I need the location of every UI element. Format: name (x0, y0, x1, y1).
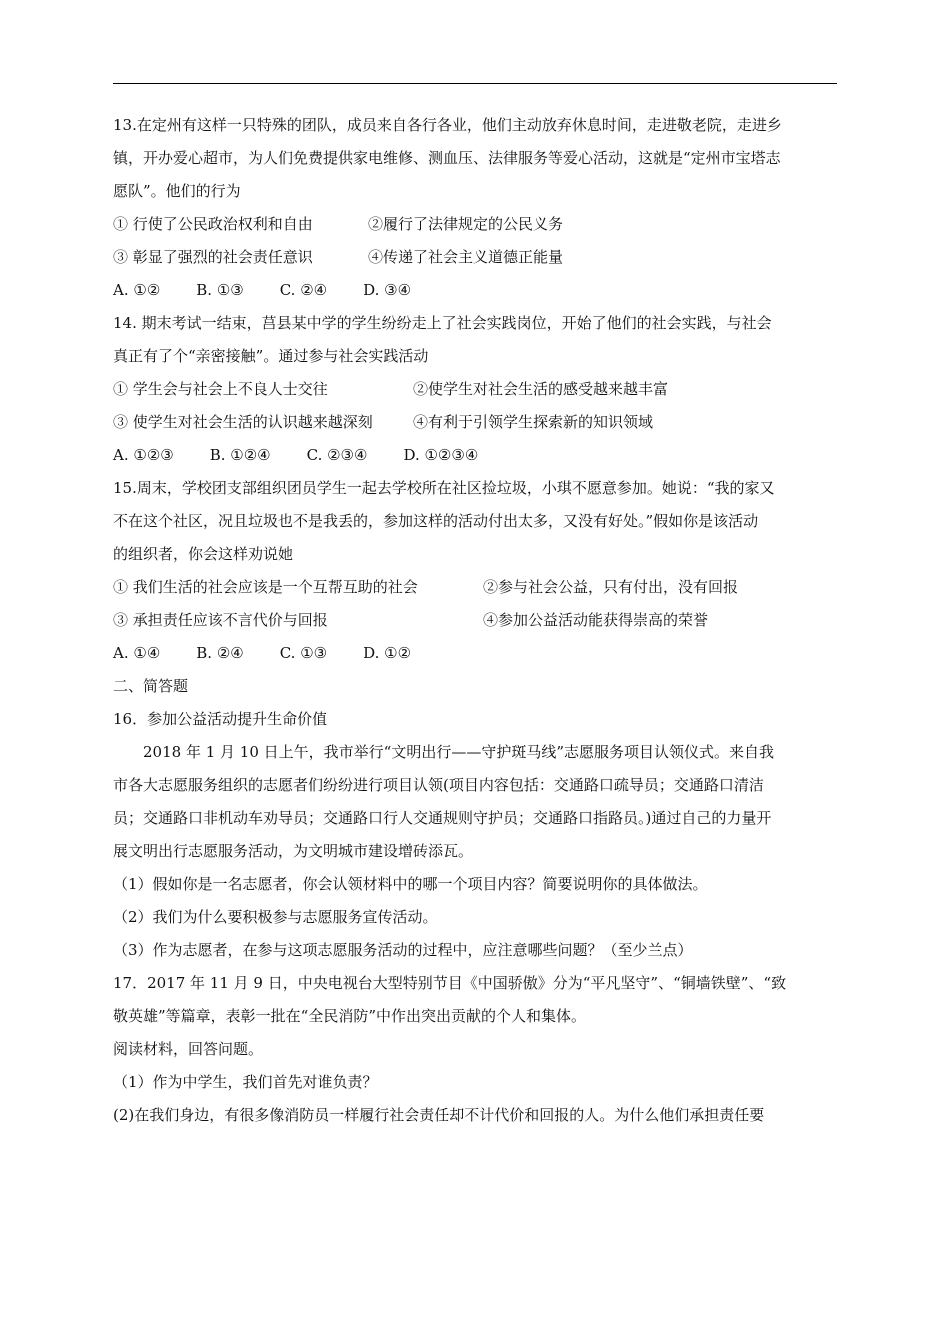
q15-stem-line-3: 的组织者，你会这样劝说她 (113, 545, 294, 563)
q14-stem-line-1: 14. 期末考试一结束，莒县某中学的学生纷纷走上了社会实践岗位，开始了他们的社会实践，与社会 (113, 314, 772, 332)
q16-sub-question-1: （1）假如你是一名志愿者，你会认领材料中的哪一个项目内容？简要说明你的具体做法。 (113, 875, 708, 893)
q13-stem-line-1: 13.在定州有这样一只特殊的团队，成员来自各行各业，他们主动放弃休息时间，走进敬老院，走进乡 (113, 116, 782, 134)
q13-option-2: ②履行了法律规定的公民义务 (368, 215, 564, 233)
q15-choice-d: D. ①② (363, 644, 412, 662)
q14-choice-a: A. ①②③ (113, 446, 174, 464)
q14-options-row-2 (113, 413, 841, 446)
q13-choices (113, 281, 841, 314)
q15-option-3: ③ 承担责任应该不言代价与回报 (113, 611, 328, 629)
question-13 (113, 116, 841, 314)
q13-choice-d: D. ③④ (363, 281, 412, 299)
q15-choice-a: A. ①④ (113, 644, 161, 662)
q14-options-row-1 (113, 380, 841, 413)
q15-option-4: ④参加公益活动能获得崇高的荣誉 (483, 611, 709, 629)
q14-choice-c: C. ②③④ (306, 446, 368, 464)
question-16 (113, 710, 841, 974)
q14-option-1: ① 学生会与社会上不良人士交往 (113, 380, 328, 398)
q17-sub-question-2: (2)在我们身边，有很多像消防员一样履行社会责任却不计代价和回报的人。为什么他们承担责任要 (113, 1106, 765, 1124)
q14-choices (113, 446, 841, 479)
q14-stem-line-2: 真正有了个“亲密接触”。通过参与社会实践活动 (113, 347, 429, 365)
q14-choice-b: B. ①②④ (209, 446, 271, 464)
q15-options-row-2 (113, 611, 841, 644)
q13-option-3: ③ 彰显了强烈的社会责任意识 (113, 248, 313, 266)
q13-option-1: ① 行使了公民政治权利和自由 (113, 215, 313, 233)
q13-stem-line-3: 愿队”。他们的行为 (113, 182, 241, 200)
q14-choice-d: D. ①②③④ (403, 446, 479, 464)
q15-stem-line-1: 15.周末，学校团支部组织团员学生一起去学校所在社区捡垃圾，小琪不愿意参加。她说：“我的家又 (113, 479, 775, 497)
document-body (113, 116, 841, 1139)
q16-material-line-1: 2018 年 1 月 10 日上午，我市举行“文明出行——守护斑马线”志愿服务项目认领仪式。来自我 (143, 743, 774, 761)
q15-choice-b: B. ②④ (196, 644, 244, 662)
q13-choice-c: C. ②④ (279, 281, 328, 299)
q17-read-instruction: 阅读材料，回答问题。 (113, 1040, 264, 1058)
q16-title: 16．参加公益活动提升生命价值 (113, 710, 328, 728)
q13-options-row-2 (113, 248, 841, 281)
q15-stem-line-2: 不在这个社区，况且垃圾也不是我丢的，参加这样的活动付出太多，又没有好处。”假如你是该活动 (113, 512, 759, 530)
q14-option-3: ③ 使学生对社会生活的认识越来越深刻 (113, 413, 373, 431)
q15-choices (113, 644, 841, 677)
q15-options-row-1 (113, 578, 841, 611)
q16-material-line-4: 展文明出行志愿服务活动，为文明城市建设增砖添瓦。 (113, 842, 474, 860)
q17-stem-line-1: 17．2017 年 11 月 9 日，中央电视台大型特别节目《中国骄傲》分为“平凡坚守”、“铜墙铁壁”、“致 (113, 974, 787, 992)
q16-material-line-3: 员；交通路口非机动车劝导员；交通路口行人交通规则守护员；交通路口指路员。)通过自己的力量开 (113, 809, 772, 827)
section-heading: 二、简答题 (113, 677, 189, 695)
q15-option-1: ① 我们生活的社会应该是一个互帮互助的社会 (113, 578, 418, 596)
q17-sub-question-1: （1）作为中学生，我们首先对谁负责？ (113, 1073, 378, 1091)
question-17 (113, 974, 841, 1139)
q13-choice-a: A. ①② (113, 281, 161, 299)
q14-option-4: ④有利于引领学生探索新的知识领域 (413, 413, 654, 431)
q13-option-4: ④传递了社会主义道德正能量 (368, 248, 564, 266)
q17-stem-line-2: 敬英雄”等篇章，表彰一批在“全民消防”中作出突出贡献的个人和集体。 (113, 1007, 587, 1025)
question-14 (113, 314, 841, 479)
q13-options-row-1 (113, 215, 841, 248)
q16-sub-question-2: （2）我们为什么要积极参与志愿服务宣传活动。 (113, 908, 438, 926)
q14-option-2: ②使学生对社会生活的感受越来越丰富 (413, 380, 669, 398)
question-15 (113, 479, 841, 677)
q13-stem-line-2: 镇，开办爱心超市，为人们免费提供家电维修、测血压、法律服务等爱心活动，这就是“定州市宝塔志 (113, 149, 781, 167)
q16-sub-question-3: （3）作为志愿者，在参与这项志愿服务活动的过程中，应注意哪些问题？（至少兰点） (113, 941, 693, 959)
q15-choice-c: C. ①③ (279, 644, 328, 662)
q13-choice-b: B. ①③ (196, 281, 244, 299)
header-rule (113, 83, 837, 84)
q16-material-line-2: 市各大志愿服务组织的志愿者们纷纷进行项目认领(项目内容包括：交通路口疏导员；交通路口清洁 (113, 776, 764, 794)
q15-option-2: ②参与社会公益，只有付出，没有回报 (483, 578, 739, 596)
